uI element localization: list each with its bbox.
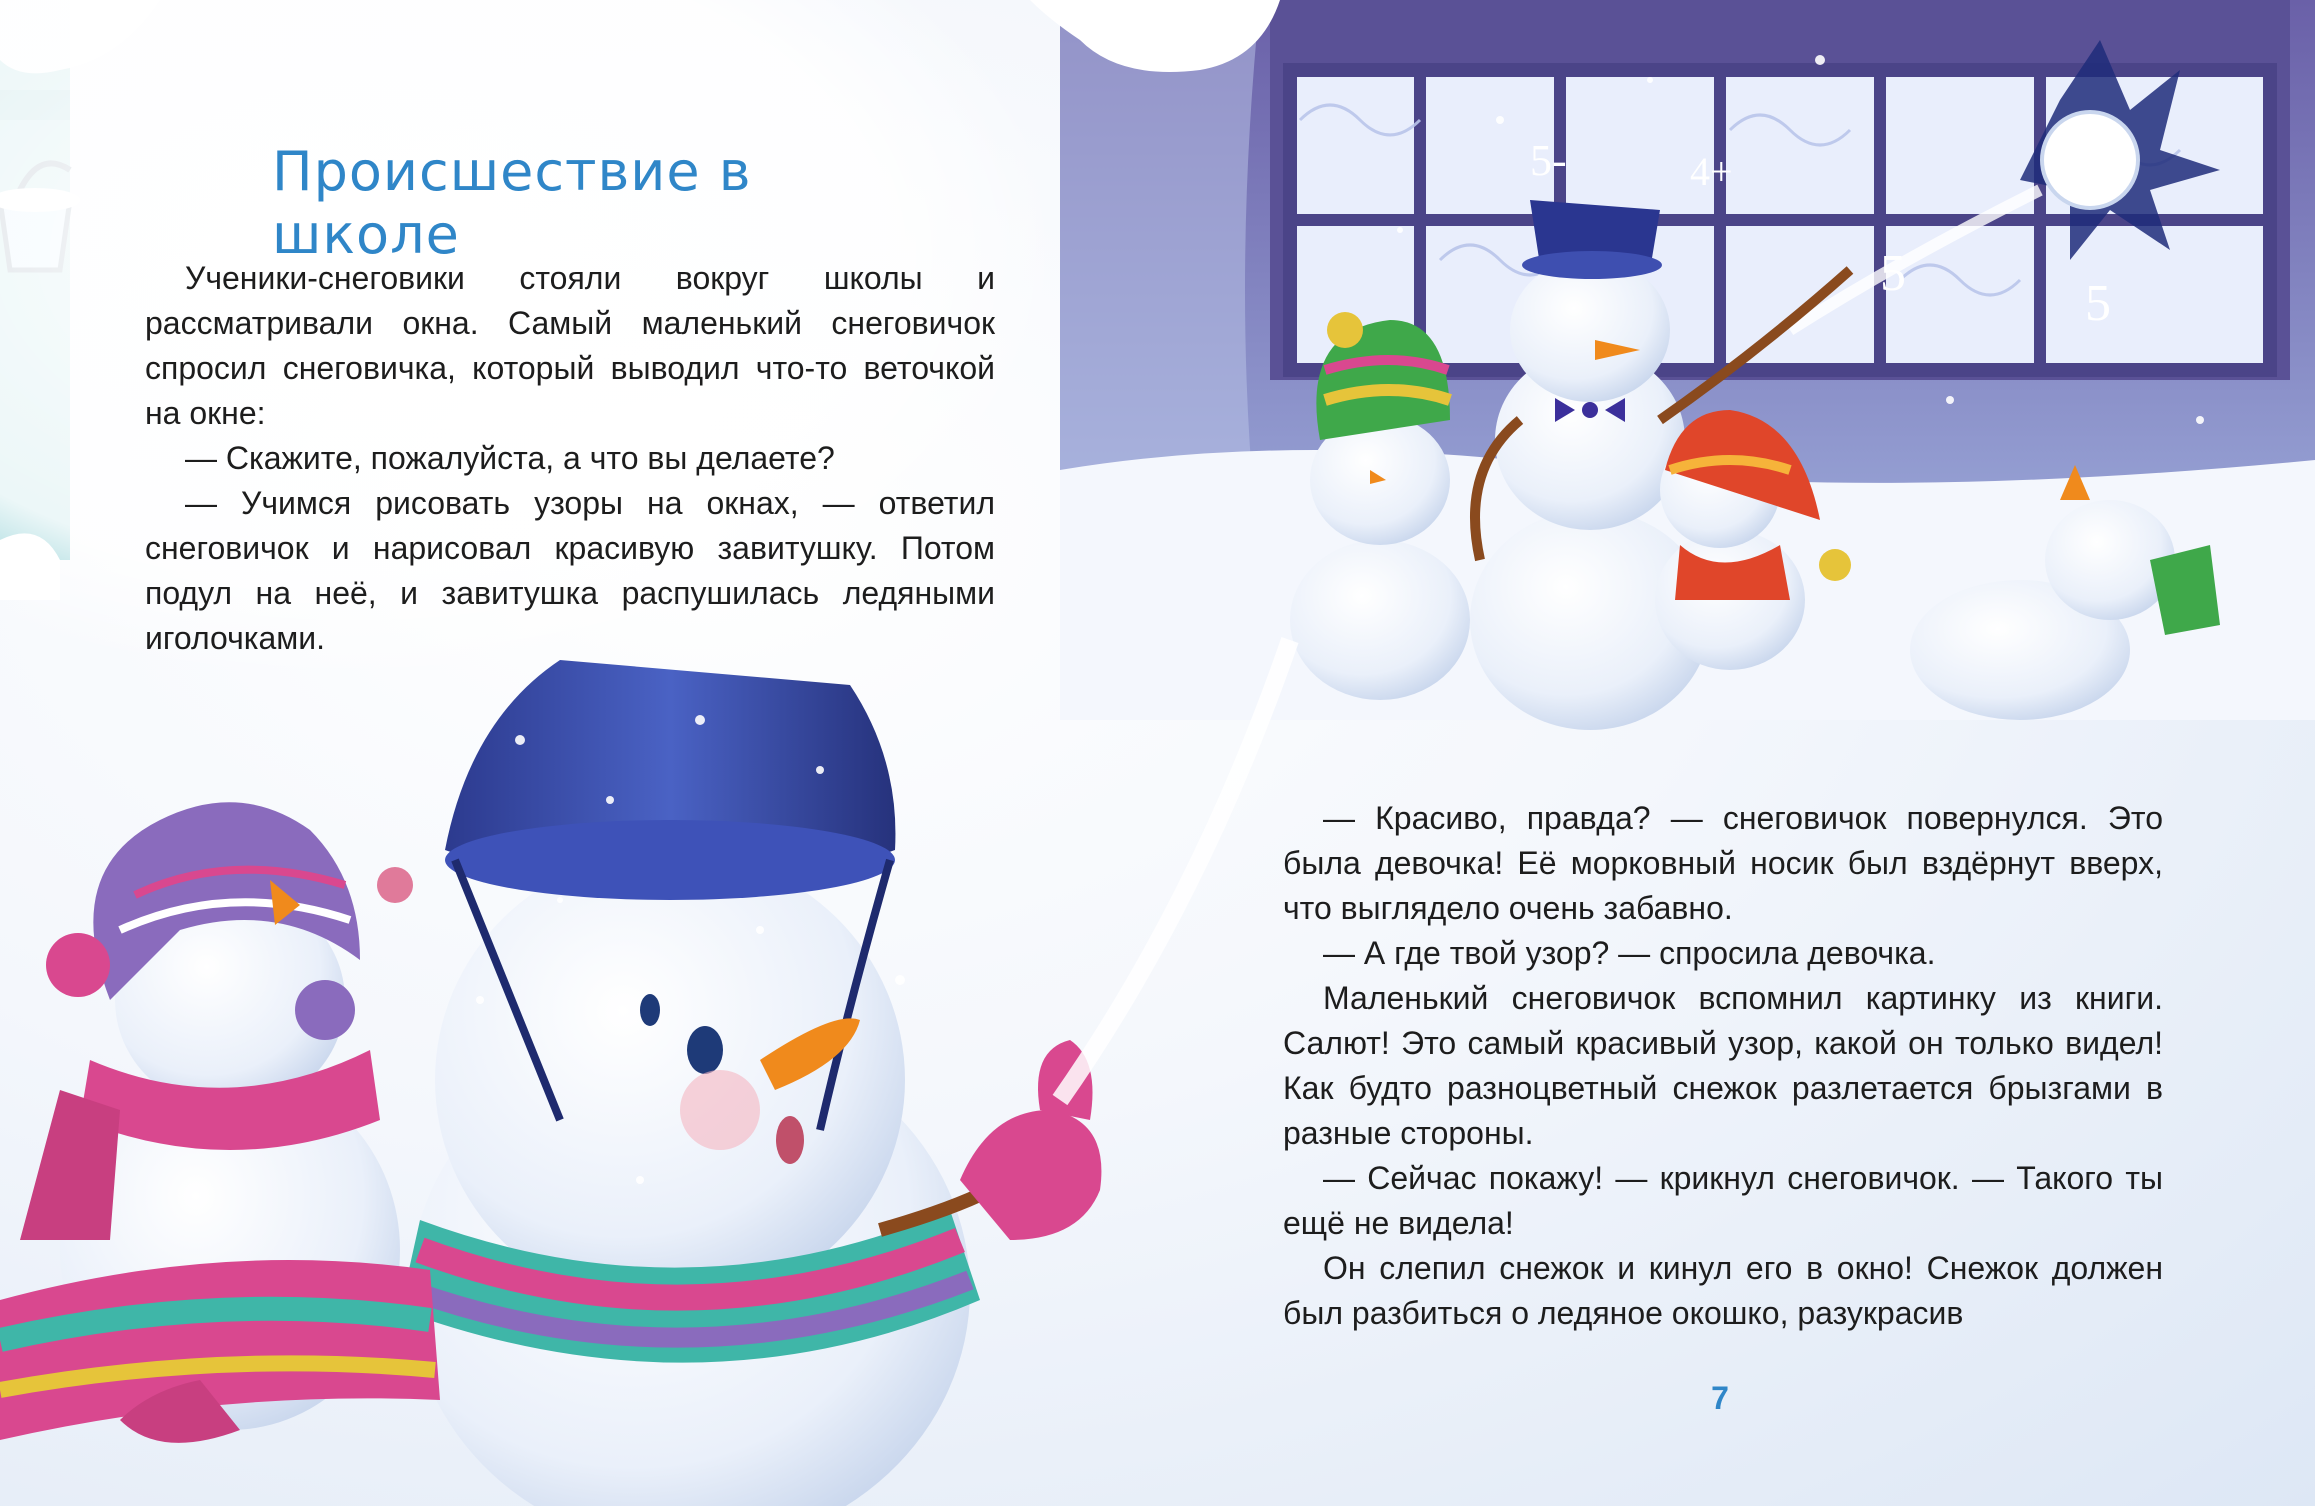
window-mark-1: 5- [1530,136,1567,185]
paragraph: Маленький снеговичок вспомнил картинку из книги. Салют! Это самый красивый узор, какой он только видел! Как будто разноцветный снежок разлетается брызгами в разные стороны. [1283,980,2163,1151]
paragraph: — Сейчас покажу! — крикнул снеговичок. — Такого ты ещё не видела! [1283,1160,2163,1241]
paragraph: — Красиво, правда? — снеговичок повернулся. Это была девочка! Её морковный носик был вздёрнут вверх, что выглядело очень забавно. [1283,800,2163,926]
story-title: Происшествие в школе [272,140,752,266]
paragraph: — Скажите, пожалуйста, а что вы делаете? [185,440,835,476]
window-mark-2: 4+ [1690,149,1733,194]
paragraph: — А где твой узор? — спросила девочка. [1323,935,1936,971]
paragraph: Он слепил снежок и кинул его в окно! Снежок должен был разбиться о ледяное окошко, разукрасив [1283,1250,2163,1331]
left-text-block [145,256,995,661]
paragraph: Ученики-снеговики стояли вокруг школы и рассматривали окна. Самый маленький снеговичок спросил снеговичка, который выводил что-то веточкой на окне: [145,260,995,431]
paragraph: — Учимся рисовать узоры на окнах, — ответил снеговичок и нарисовал красивую завитушку. Потом подул на неё, и завитушка распушилась ледяными иголочками. [145,485,995,656]
window-mark-3: 5 [1880,245,1906,302]
window-mark-4: 5 [2085,275,2111,332]
right-text-block [1283,796,2163,1336]
snowball-icon [2042,112,2138,208]
page-number: 7 [1711,1380,1729,1416]
school-window-icon [1290,40,2270,370]
